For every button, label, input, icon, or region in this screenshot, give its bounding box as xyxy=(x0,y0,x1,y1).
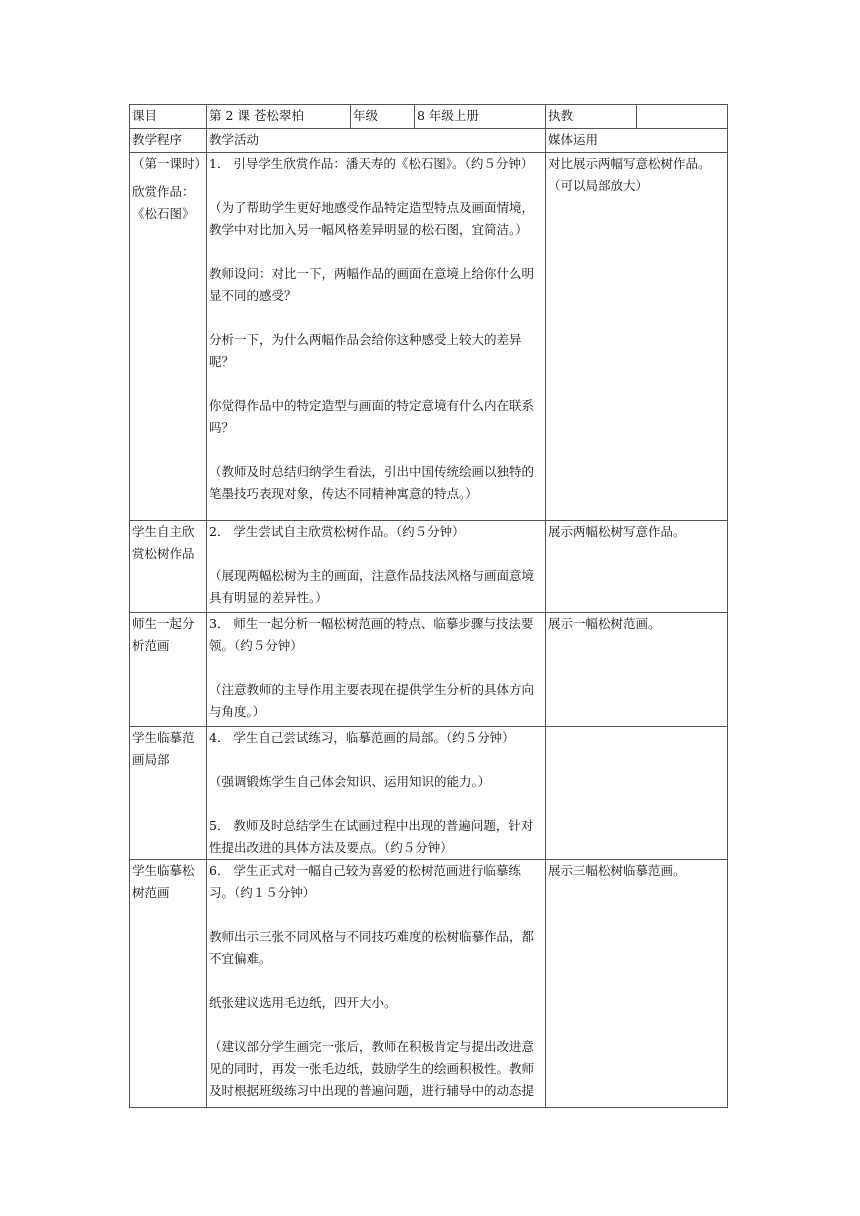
media-cell: 对比展示两幅写意松树作品。（可以局部放大） xyxy=(546,153,728,521)
procedure-text: （第一课时） xyxy=(132,156,208,171)
activity-header: 教学活动 xyxy=(207,129,546,153)
header-row xyxy=(130,105,728,129)
activity-text: 1． 引导学生欣赏作品：潘天寿的《松石图》。（约５分钟） xyxy=(209,156,534,171)
activity-text: （建议部分学生画完一张后，教师在积极肯定与提出改进意见的同时，再发一张毛边纸，鼓励学生的绘画积极性。教师及时根据班级练习中出现的普遍问题，进行辅导中的动态提 xyxy=(209,1039,535,1098)
teacher-label: 执教 xyxy=(546,105,637,129)
procedure-cell xyxy=(130,153,207,521)
teacher-value xyxy=(637,105,728,129)
procedure-text: 学生自主欣赏松树作品 xyxy=(132,524,195,561)
procedure-header: 教学程序 xyxy=(130,129,207,153)
lesson-title: 第 2 课 苍松翠柏 xyxy=(207,105,351,129)
activity-text: 分析一下，为什么两幅作品会给你这种感受上较大的差异呢？ xyxy=(209,332,522,369)
activity-text: 6． 学生正式对一幅自己较为喜爱的松树范画进行临摹练习。（约１５分钟） xyxy=(209,863,521,900)
activity-cell xyxy=(207,860,546,1108)
activity-text: （强调锻炼学生自己体会知识、运用知识的能力。） xyxy=(209,774,491,789)
activity-text: 5． 教师及时总结学生在试画过程中出现的普遍问题，针对性提出改进的具体方法及要点。（约５分钟） xyxy=(209,818,534,855)
activity-cell xyxy=(207,153,546,521)
activity-text: 3． 师生一起分析一幅松树范画的特点、临摹步骤与技法要领。（约５分钟） xyxy=(209,616,534,653)
activity-cell xyxy=(207,613,546,727)
procedure-cell xyxy=(130,521,207,613)
activity-text: 4． 学生自己尝试练习，临摹范画的局部。（约５分钟） xyxy=(209,730,515,745)
lesson-plan-table xyxy=(129,104,728,1108)
grade-value: 8 年级上册 xyxy=(415,105,546,129)
activity-text: 教师设问：对比一下，两幅作品的画面在意境上给你什么明显不同的感受？ xyxy=(209,266,535,303)
column-header-row xyxy=(130,129,728,153)
table-row xyxy=(130,860,728,1108)
activity-cell xyxy=(207,521,546,613)
activity-text: （教师及时总结归纳学生看法，引出中国传统绘画以独特的笔墨技巧表现对象，传达不同精神寓意的特点。） xyxy=(209,464,535,501)
activity-text: （展现两幅松树为主的画面，注意作品技法风格与画面意境具有明显的差异性。） xyxy=(209,568,535,605)
media-header: 媒体运用 xyxy=(546,129,728,153)
activity-cell xyxy=(207,727,546,860)
procedure-text: 学生临摹松树范画 xyxy=(132,863,195,900)
course-label: 课目 xyxy=(130,105,207,129)
table-row xyxy=(130,153,728,521)
activity-text: （注意教师的主导作用主要表现在提供学生分析的具体方向与角度。） xyxy=(209,682,535,719)
procedure-text: 《松石图》 xyxy=(132,206,195,221)
media-cell: 展示两幅松树写意作品。 xyxy=(546,521,728,613)
activity-text: 纸张建议选用毛边纸，四开大小。 xyxy=(209,995,397,1010)
media-cell xyxy=(546,727,728,860)
table-row xyxy=(130,613,728,727)
procedure-cell xyxy=(130,613,207,727)
procedure-text: 学生临摹范画局部 xyxy=(132,730,195,767)
procedure-cell xyxy=(130,727,207,860)
procedure-cell xyxy=(130,860,207,1108)
table-row xyxy=(130,521,728,613)
activity-text: 教师出示三张不同风格与不同技巧难度的松树临摹作品，都不宜偏难。 xyxy=(209,929,535,966)
media-cell: 展示一幅松树范画。 xyxy=(546,613,728,727)
media-cell: 展示三幅松树临摹范画。 xyxy=(546,860,728,1108)
grade-label: 年级 xyxy=(351,105,415,129)
table-row xyxy=(130,727,728,860)
activity-text: 你觉得作品中的特定造型与画面的特定意境有什么内在联系吗？ xyxy=(209,398,535,435)
procedure-text: 欣赏作品： xyxy=(132,184,195,199)
activity-text: 2． 学生尝试自主欣赏松树作品。（约５分钟） xyxy=(209,524,465,539)
procedure-text: 师生一起分析范画 xyxy=(132,616,195,653)
activity-text: （为了帮助学生更好地感受作品特定造型特点及画面情境，教学中对比加入另一幅风格差异明显的松石图，宜简洁。） xyxy=(209,200,535,237)
